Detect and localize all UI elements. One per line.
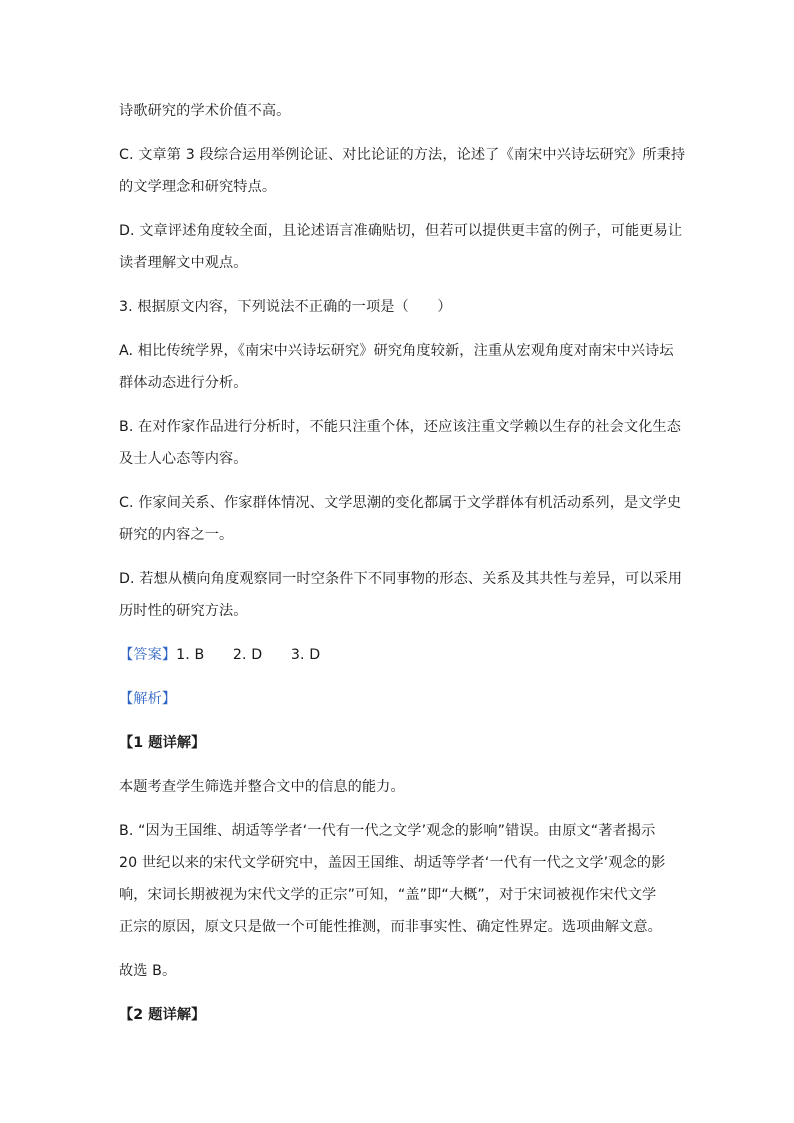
- option-d-line-1: D. 文章评述角度较全面，且论述语言准确贴切，但若可以提供更丰富的例子，可能更易让: [119, 223, 683, 239]
- explanation-line-3: 响，宋词长期被视为宋代文学的正宗”可知，“盖”即“大概”，对于宋词被视作宋代文学: [119, 887, 657, 903]
- text-line: 本题考查学生筛选并整合文中的信息的能力。: [119, 779, 405, 795]
- q3-option-a-line-2: 群体动态进行分析。: [119, 375, 248, 391]
- q3-option-a-line-1: A. 相比传统学界，《南宋中兴诗坛研究》研究角度较新，注重从宏观角度对南宋中兴诗坛: [119, 343, 674, 359]
- q3-option-c-line-1: C. 作家间关系、作家群体情况、文学思潮的变化都属于文学群体有机活动系列，是文学史: [119, 495, 682, 511]
- answer-tag: 【答案】: [119, 647, 177, 663]
- explanation-line-4: 正宗的原因，原文只是做一个可能性推测，而非事实性、确定性界定。选项曲解文意。: [119, 919, 662, 935]
- analysis-heading: 【解析】: [119, 691, 177, 707]
- text-line: 诗歌研究的学术价值不高。: [119, 103, 291, 119]
- q3-option-b-line-1: B. 在对作家作品进行分析时，不能只注重个体，还应该注重文学赖以生存的社会文化生态: [119, 419, 681, 435]
- answer-line: [119, 645, 320, 665]
- q3-option-d-line-2: 历时性的研究方法。: [119, 603, 248, 619]
- q3-option-b-line-2: 及士人心态等内容。: [119, 451, 248, 467]
- conclusion-line: 故选 B。: [119, 963, 177, 979]
- q2-detail-heading: 【2 题详解】: [119, 1007, 206, 1023]
- explanation-line-2: 20 世纪以来的宋代文学研究中，盖因王国维、胡适等学者‘一代有一代之文学’观念的影: [119, 855, 666, 871]
- option-d-line-2: 读者理解文中观点。: [119, 255, 248, 271]
- q1-detail-heading: 【1 题详解】: [119, 735, 206, 751]
- question-3: 3. 根据原文内容，下列说法不正确的一项是（ ）: [119, 299, 452, 315]
- explanation-line-1: B. “因为王国维、胡适等学者‘一代有一代之文学’观念的影响”错误。由原文“著者揭示: [119, 823, 656, 839]
- option-c-line-2: 的文学理念和研究特点。: [119, 179, 277, 195]
- option-c-line-1: C. 文章第 3 段综合运用举例论证、对比论证的方法，论述了《南宋中兴诗坛研究》所秉持: [119, 147, 686, 163]
- q3-option-c-line-2: 研究的内容之一。: [119, 527, 234, 543]
- q3-option-d-line-1: D. 若想从横向角度观察同一时空条件下不同事物的形态、关系及其共性与差异，可以采用: [119, 571, 683, 587]
- answer-text: 1. B 2. D 3. D: [176, 647, 321, 663]
